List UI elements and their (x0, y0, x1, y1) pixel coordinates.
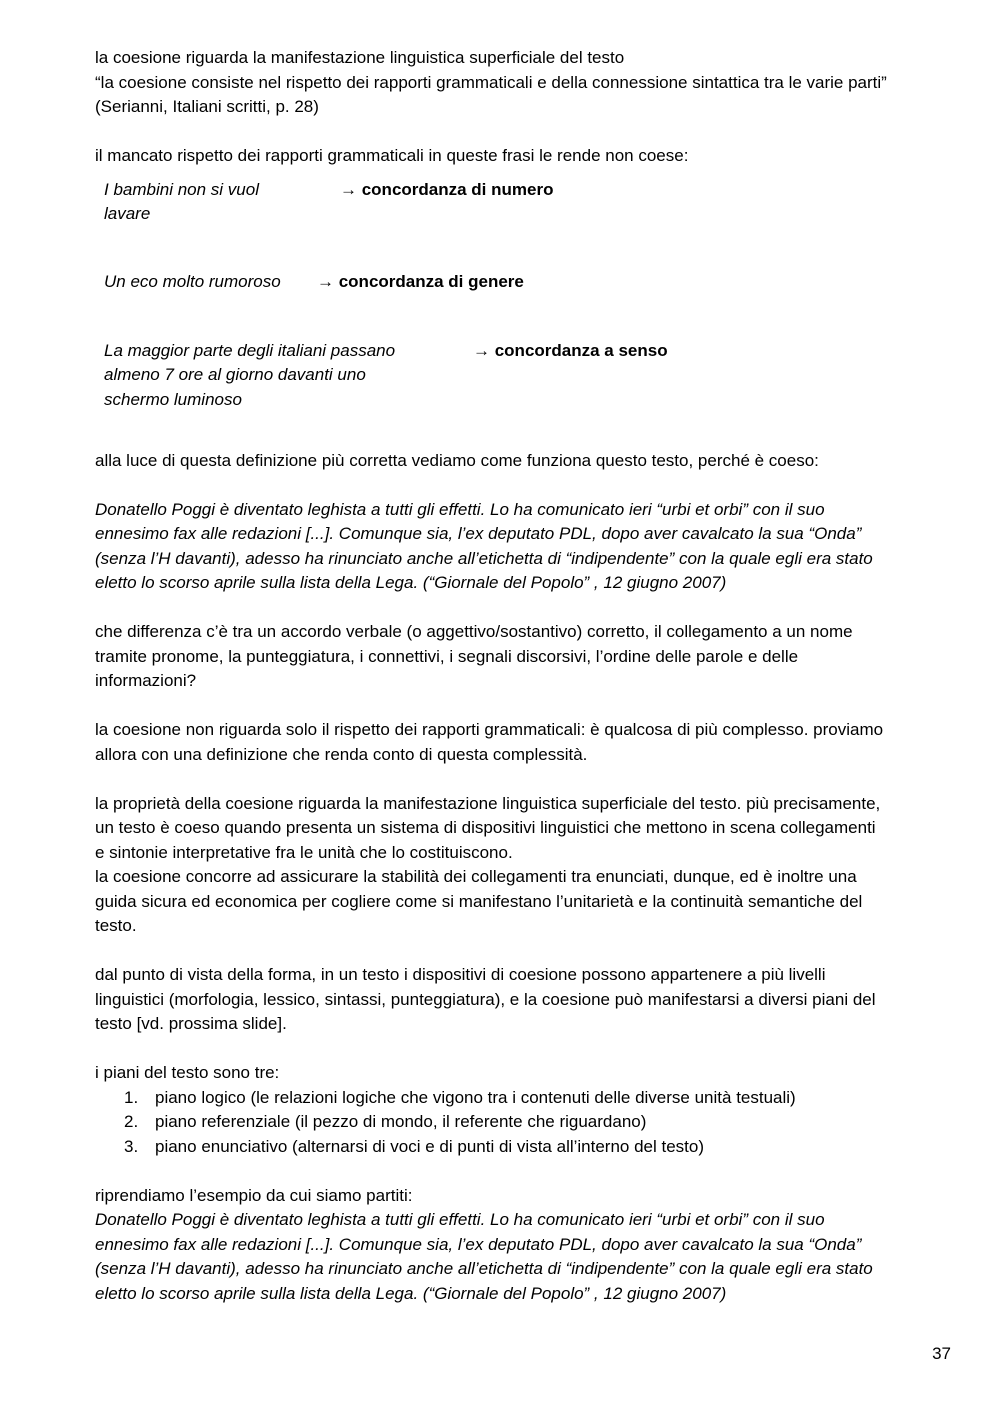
non-riguarda-paragraph: la coesione non riguarda solo il rispetto dei rapporti grammaticali: è qualcosa di più complesso. proviamo allora con una definizione che renda conto di questa complessità. (95, 720, 884, 764)
mancato-rispetto-line: il mancato rispetto dei rapporti grammaticali in queste frasi le rende non coese: (95, 146, 689, 165)
document-page (95, 46, 955, 1306)
examples-table (95, 169, 955, 449)
dal-punto-paragraph: dal punto di vista della forma, in un testo i dispositivi di coesione possono appartenere a più livelli linguistici (morfologia, lessico, sintassi, punteggiatura), e la coesione può manifestarsi a diversi piani del testo [vd. prossima slide]. (95, 965, 876, 1033)
serianni-quote: “la coesione consiste nel rispetto dei rapporti grammaticali e della connessione sintattica tra le varie parti” (Serianni, Italiani scritti, p. 28) (95, 72, 887, 116)
example-row (95, 261, 955, 330)
example-row (95, 330, 955, 449)
example-sentence: Un eco molto rumoroso (104, 271, 281, 291)
concordanza-label: → concordanza a senso (473, 340, 668, 360)
example-passage-repeat: Donatello Poggi è diventato leghista a tutti gli effetti. Lo ha comunicato ieri “urbi et orbi” con il suo ennesimo fax alle redazioni [...]. Comunque sia, l’ex deputato PDL, dopo aver cavalcato la sua “Onda” (senza l’H davanti), adesso ha rinunciato anche all’etichetta di “indipendente” con la quale egli era stato eletto lo scorso aprile sulla lista della Lega. (“Giornale del Popolo” , 12 giugno 2007) (95, 1210, 873, 1303)
list-item: 1. piano logico (le relazioni logiche che vigono tra i contenuti delle diverse unità testuali) (124, 1087, 796, 1107)
example-row (95, 169, 955, 261)
list-item: 3. piano enunciativo (alternarsi di voci e di punti di vista all’interno del testo) (124, 1136, 705, 1156)
page-number: 37 (932, 1344, 951, 1363)
concordanza-label: → concordanza di genere (317, 271, 524, 291)
alla-luce-line: alla luce di questa definizione più corretta vediamo come funziona questo testo, perché è coeso: (95, 450, 819, 470)
proprieta-paragraph: la proprietà della coesione riguarda la manifestazione linguistica superficiale del testo. più precisamente, un testo è coeso quando presenta un sistema di dispositivi linguistici che mettono in scena collegamenti e sintonie interpretative fra le unità che lo costituiscono. la coesione concorre ad assicurare la stabilità dei collegamenti tra enunciati, dunque, ed è inoltre una guida sicura ed economica per cogliere come si manifestano l’unitarietà e la continuità semantiche del testo. (95, 793, 881, 935)
intro-line: la coesione riguarda la manifestazione linguistica superficiale del testo (95, 48, 625, 67)
piani-list (95, 1086, 955, 1160)
list-item: 2. piano referenziale (il pezzo di mondo, il referente che riguardano) (124, 1112, 647, 1131)
riprendiamo-line: riprendiamo l’esempio da cui siamo partiti: (95, 1185, 413, 1205)
example-sentence: La maggior parte degli italiani passano almeno 7 ore al giorno davanti uno schermo luminoso (104, 340, 396, 409)
example-passage: Donatello Poggi è diventato leghista a tutti gli effetti. Lo ha comunicato ieri “urbi et orbi” con il suo ennesimo fax alle redazioni [...]. Comunque sia, l’ex deputato PDL, dopo aver cavalcato la sua “Onda” (senza l’H davanti), adesso ha rinunciato anche all’etichetta di “indipendente” con la quale egli era stato eletto lo scorso aprile sulla lista della Lega. (“Giornale del Popolo” , 12 giugno 2007) (95, 499, 873, 592)
piani-intro: i piani del testo sono tre: (95, 1063, 280, 1082)
example-sentence: I bambini non si vuol lavare (104, 179, 259, 223)
concordanza-label: → concordanza di numero (340, 179, 554, 199)
differenza-paragraph: che differenza c’è tra un accordo verbale (o aggettivo/sostantivo) corretto, il collegamento a un nome tramite pronome, la punteggiatura, i connettivi, i segnali discorsivi, l’ordine delle parole e delle informazioni? (95, 622, 853, 690)
